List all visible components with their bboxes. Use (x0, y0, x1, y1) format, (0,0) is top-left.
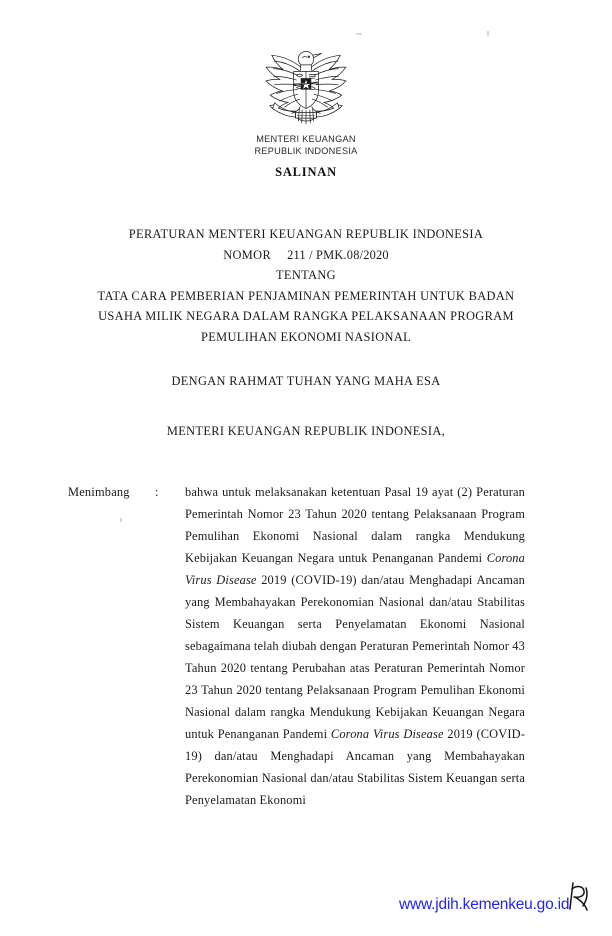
considerans-text-1: bahwa untuk melaksanakan ketentuan Pasal 19 ayat (2) Peraturan Pemerintah Nomor 23 Tahun 2020 tentang Pelaksanaan Program Pemulihan Ekonomi Nasional dalam rangka Mendukung Kebijakan Keuangan Negara untuk Penanganan Pandemi (185, 485, 525, 565)
handwritten-paraph (566, 879, 592, 913)
regulation-heading: PERATURAN MENTERI KEUANGAN REPUBLIK INDONESIA (128, 227, 484, 241)
preamble-spacer (56, 392, 556, 421)
authority-line: MENTERI KEUANGAN REPUBLIK INDONESIA, (166, 423, 446, 438)
nomor-value: 211 / PMK.08/2020 (287, 247, 389, 262)
subject-line-2: USAHA MILIK NEGARA DALAM RANGKA PELAKSANAAN PROGRAM (98, 309, 514, 323)
scan-artifact (487, 31, 489, 36)
considerans-row (0, 481, 612, 811)
ministry-line-2: REPUBLIK INDONESIA (254, 145, 358, 156)
jdih-url[interactable]: www.jdih.kemenkeu.go.id (399, 896, 570, 913)
subject-line-1: TATA CARA PEMBERIAN PENJAMINAN PEMERINTAH UNTUK BADAN (97, 288, 515, 303)
considerans-text-2: 2019 (COVID-19) dan/atau Menghadapi Ancaman yang Membahayakan Perekonomian Nasional dan/atau Stabilitas Sistem Keuangan serta Penyelamatan Ekonomi Nasional sebagaimana telah diubah dengan Peraturan Pemerintah Nomor 43 Tahun 2020 tentang Perubahan atas Peraturan Pemerintah Nomor 23 Tahun 2020 tentang Pelaksanaan Program Pemulihan Ekonomi Nasional dalam rangka Mendukung Kebijakan Keuangan Negara untuk Penanganan Pandemi (185, 573, 525, 741)
considerans-text-3: 2019 (COVID-19) dan/atau Menghadapi Ancaman yang Membahayakan Perekonomian Nasional dan/atau Stabilitas Sistem Keuangan serta Penyelamatan Ekonomi (185, 727, 526, 807)
considerans-italic-1: Corona Virus Disease (185, 551, 525, 587)
regulation-number-line (56, 245, 556, 266)
considerans-body (185, 481, 525, 811)
copy-stamp: SALINAN (275, 165, 337, 179)
considerans-section (0, 481, 612, 811)
considerans-colon: : (155, 485, 159, 499)
letterhead (0, 42, 612, 180)
invocation-line: DENGAN RAHMAT TUHAN YANG MAHA ESA (171, 374, 441, 388)
subject-line-3: PEMULIHAN EKONOMI NASIONAL (200, 329, 412, 344)
ministry-line-1: MENTERI KEUANGAN (256, 134, 356, 144)
scan-artifact (356, 33, 362, 35)
tentang-label: TENTANG (276, 268, 336, 282)
regulation-title-block (56, 224, 556, 347)
considerans-label: Menimbang (68, 485, 130, 499)
nomor-label: NOMOR (223, 247, 272, 262)
preamble-block (56, 371, 556, 441)
ministry-caption (0, 134, 612, 157)
garuda-pancasila-emblem (258, 42, 354, 130)
considerans-italic-2: Corona Virus Disease (330, 727, 444, 741)
